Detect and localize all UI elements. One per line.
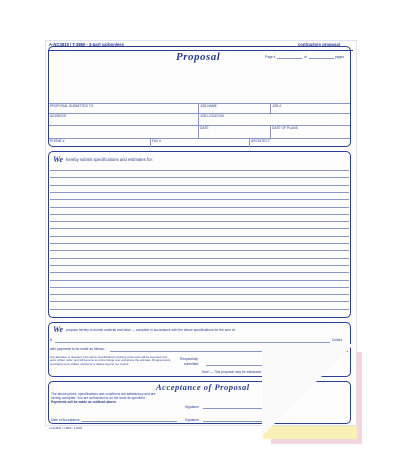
specification-ruled-line — [50, 287, 349, 288]
acceptance-signature-label: Signature — [185, 405, 200, 409]
job-location-field[interactable]: JOB LOCATION — [200, 114, 224, 118]
specification-ruled-line — [50, 294, 349, 295]
payment-label: with payments to be made as follows: — [50, 347, 105, 351]
specification-ruled-line — [50, 265, 349, 266]
field-column-divider — [270, 103, 271, 113]
submitted-label: submitted — [184, 362, 199, 366]
acceptance-signature-label-2: Signature — [185, 418, 200, 422]
form-product-code: A-NC3819 / T-3850 - 3-part carbonless — [49, 42, 124, 47]
specification-ruled-line — [50, 170, 349, 171]
pages-label: pages — [335, 55, 344, 59]
dollar-sign: $ — [50, 338, 52, 342]
field-column-divider — [270, 125, 271, 138]
job-number-field[interactable]: JOB # — [272, 104, 282, 108]
withdrawal-note: Note — This proposal may be withdrawn — [202, 370, 262, 374]
submitted-signature-line[interactable] — [206, 365, 264, 366]
specifications-box — [48, 151, 351, 318]
page-label: Page # — [265, 55, 276, 59]
acceptance-text-1: The above prices, specifications and conditions are satisfactory and are — [51, 392, 156, 396]
date-field[interactable]: DATE — [200, 126, 209, 130]
field-column-divider — [249, 138, 250, 147]
specification-ruled-line — [50, 199, 349, 200]
date-of-acceptance-line[interactable] — [82, 421, 177, 422]
specification-ruled-line — [50, 221, 349, 222]
specification-ruled-line — [50, 272, 349, 273]
proposal-header-box — [48, 46, 351, 147]
acceptance-title: Acceptance of Proposal — [156, 382, 250, 392]
acceptance-signature-line[interactable] — [203, 408, 263, 409]
date-of-plans-field[interactable]: DATE OF PLANS — [272, 126, 298, 130]
submitted-to-field[interactable]: PROPOSAL SUBMITTED TO — [50, 104, 94, 108]
specification-ruled-line — [50, 177, 349, 178]
specification-ruled-line — [50, 192, 349, 193]
alteration-fine-print: Any alteration or deviation from above specifications involving extra costs will be executed only upon written order, and will become an extra charge over and above the estimate. All agreements contingent upon strikes, accidents or delays beyond our control. — [50, 355, 171, 366]
field-row-line — [49, 138, 350, 139]
sum-line[interactable] — [55, 342, 330, 343]
address-field[interactable]: ADDRESS — [50, 114, 66, 118]
specifications-lead: We — [53, 155, 64, 164]
architect-field[interactable]: ARCHITECT — [251, 139, 270, 143]
dollars-label: Dollars — [332, 338, 343, 342]
propose-lead: We — [53, 325, 64, 334]
specification-ruled-line — [50, 250, 349, 251]
specification-ruled-line — [50, 228, 349, 229]
specification-ruled-line — [50, 207, 349, 208]
job-name-field[interactable]: JOB NAME — [200, 104, 217, 108]
phone-field[interactable]: PHONE # — [50, 139, 65, 143]
propose-text: propose hereby to furnish material and labor — complete in accordance with the above specifications for the sum of: — [66, 328, 236, 332]
acceptance-text-3: Payments will be made as outlined above. — [51, 400, 117, 404]
field-column-divider — [150, 138, 151, 147]
specification-ruled-line — [50, 258, 349, 259]
specification-ruled-line — [50, 301, 349, 302]
footer-code: A-NC3819 / T-3850 - 3 PART — [49, 427, 83, 430]
specification-ruled-line — [50, 280, 349, 281]
specification-ruled-line — [50, 243, 349, 244]
fax-field[interactable]: FAX # — [152, 139, 161, 143]
acceptance-text-2: hereby accepted. You are authorized to do the work as specified. — [51, 396, 146, 400]
acceptance-signature-line-2[interactable] — [203, 421, 263, 422]
respectfully-label: Respectfully — [180, 357, 198, 361]
specification-ruled-line — [50, 214, 349, 215]
specification-ruled-line — [50, 236, 349, 237]
of-label: of — [304, 55, 307, 59]
date-of-acceptance-label: Date of Acceptance — [51, 418, 80, 422]
field-column-divider — [198, 103, 199, 138]
specifications-heading: hereby submit specifications and estimates for: — [66, 157, 154, 162]
specification-ruled-line — [50, 309, 349, 310]
proposal-title: Proposal — [176, 51, 221, 63]
form-type-label: contractors proposal — [298, 42, 340, 47]
specification-ruled-line — [50, 185, 349, 186]
